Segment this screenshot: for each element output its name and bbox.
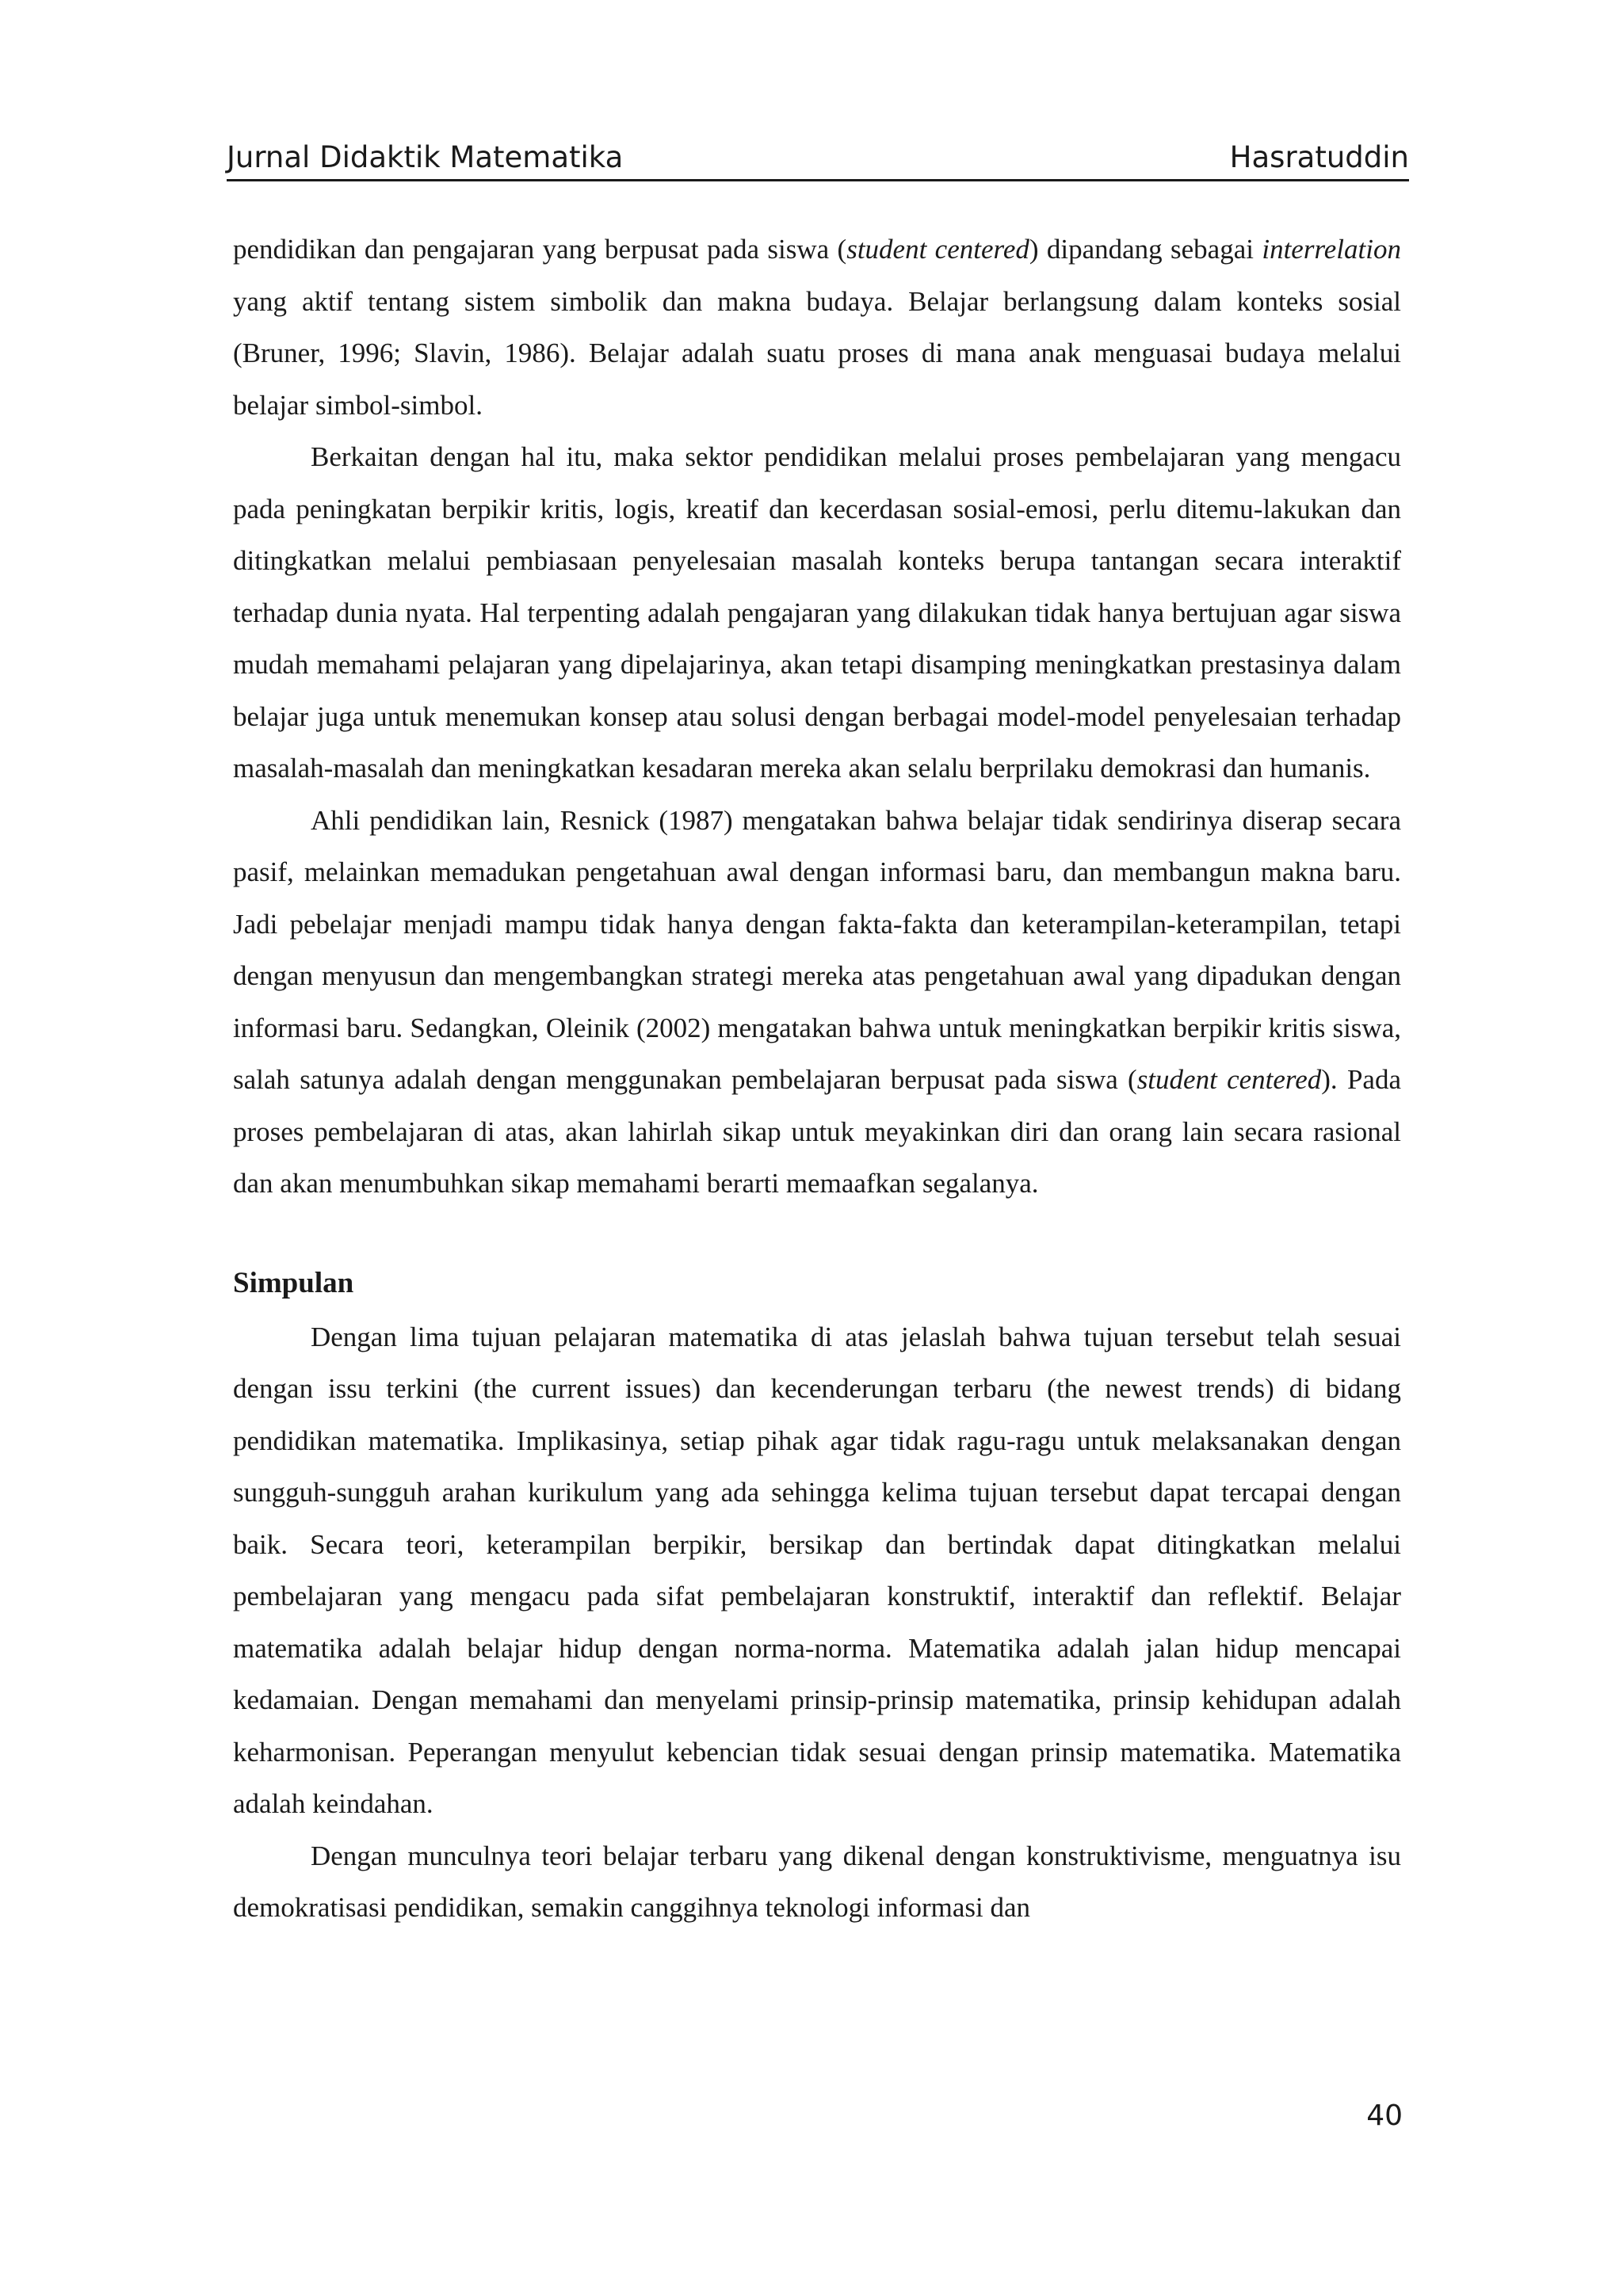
paragraph-2: Berkaitan dengan hal itu, maka sektor pendidikan melalui proses pembelajaran yang mengacu pada peningkatan berpikir kritis, logis, kreatif dan kecerdasan sosial-emosi, perlu ditemu-lakukan dan ditingkatkan melalui pembiasaan penyelesaian masalah konteks berupa tantangan secara interaktif terhadap dunia nyata. Hal terpenting adalah pengajaran yang dilakukan tidak hanya bertujuan agar siswa mudah memahami pelajaran yang dipelajarinya, akan tetapi disamping meningkatkan prestasinya dalam belajar juga untuk menemukan konsep atau solusi dengan berbagai model-model penyelesaian terhadap masalah-masalah dan meningkatkan kesadaran mereka akan selalu berprilaku demokrasi dan humanis.: [233, 441, 1401, 784]
paragraph-1: pendidikan dan pengajaran yang berpusat pada siswa (student centered) dipandang sebagai interrelation yang aktif tentang sistem simbolik dan makna budaya. Belajar berlangsung dalam konteks sosial (Bruner, 1996; Slavin, 1986). Belajar adalah suatu proses di mana anak menguasai budaya melalui belajar simbol-simbol.: [233, 234, 1401, 421]
paragraph-5: Dengan munculnya teori belajar terbaru yang dikenal dengan konstruktivisme, menguatnya isu demokratisasi pendidikan, semakin canggihnya teknologi informasi dan: [233, 1840, 1401, 1923]
journal-title: Jurnal Didaktik Matematika: [227, 140, 624, 174]
paragraph-3: Ahli pendidikan lain, Resnick (1987) mengatakan bahwa belajar tidak sendirinya diserap secara pasif, melainkan memadukan pengetahuan awal dengan informasi baru, dan membangun makna baru. Jadi pebelajar menjadi mampu tidak hanya dengan fakta-fakta dan keterampilan-keterampilan, tetapi dengan menyusun dan mengembangkan strategi mereka atas pengetahuan awal yang dipadukan dengan informasi baru. Sedangkan, Oleinik (2002) mengatakan bahwa untuk meningkatkan berpikir kritis siswa, salah satunya adalah dengan menggunakan pembelajaran berpusat pada siswa (student centered). Pada proses pembelajaran di atas, akan lahirlah sikap untuk meyakinkan diri dan orang lain secara rasional dan akan menumbuhkan sikap memahami berarti memaafkan segalanya.: [233, 804, 1401, 1199]
italic-term: interrelation: [1262, 234, 1401, 265]
section-heading-simpulan: Simpulan: [233, 1266, 354, 1299]
running-header: [227, 133, 1409, 181]
body-text: [233, 223, 1401, 1934]
paragraph-4: Dengan lima tujuan pelajaran matematika di atas jelaslah bahwa tujuan tersebut telah sesuai dengan issu terkini (the current issues) dan kecenderungan terbaru (the newest trends) di bidang pendidikan matematika. Implikasinya, setiap pihak agar tidak ragu-ragu untuk melaksanakan dengan sungguh-sungguh arahan kurikulum yang ada sehingga kelima tujuan tersebut dapat tercapai dengan baik. Secara teori, keterampilan berpikir, bersikap dan bertindak dapat ditingkatkan melalui pembelajaran yang mengacu pada sifat pembelajaran konstruktif, interaktif dan reflektif. Belajar matematika adalah belajar hidup dengan norma-norma. Matematika adalah jalan hidup mencapai kedamaian. Dengan memahami dan menyelami prinsip-prinsip matematika, prinsip kehidupan adalah keharmonisan. Peperangan menyulut kebencian tidak sesuai dengan prinsip matematika. Matematika adalah keindahan.: [233, 1321, 1401, 1819]
author-name: Hasratuddin: [1229, 140, 1409, 174]
italic-term: student centered: [846, 234, 1029, 265]
italic-term: student centered: [1136, 1064, 1322, 1095]
page-number: 40: [1366, 2100, 1403, 2132]
